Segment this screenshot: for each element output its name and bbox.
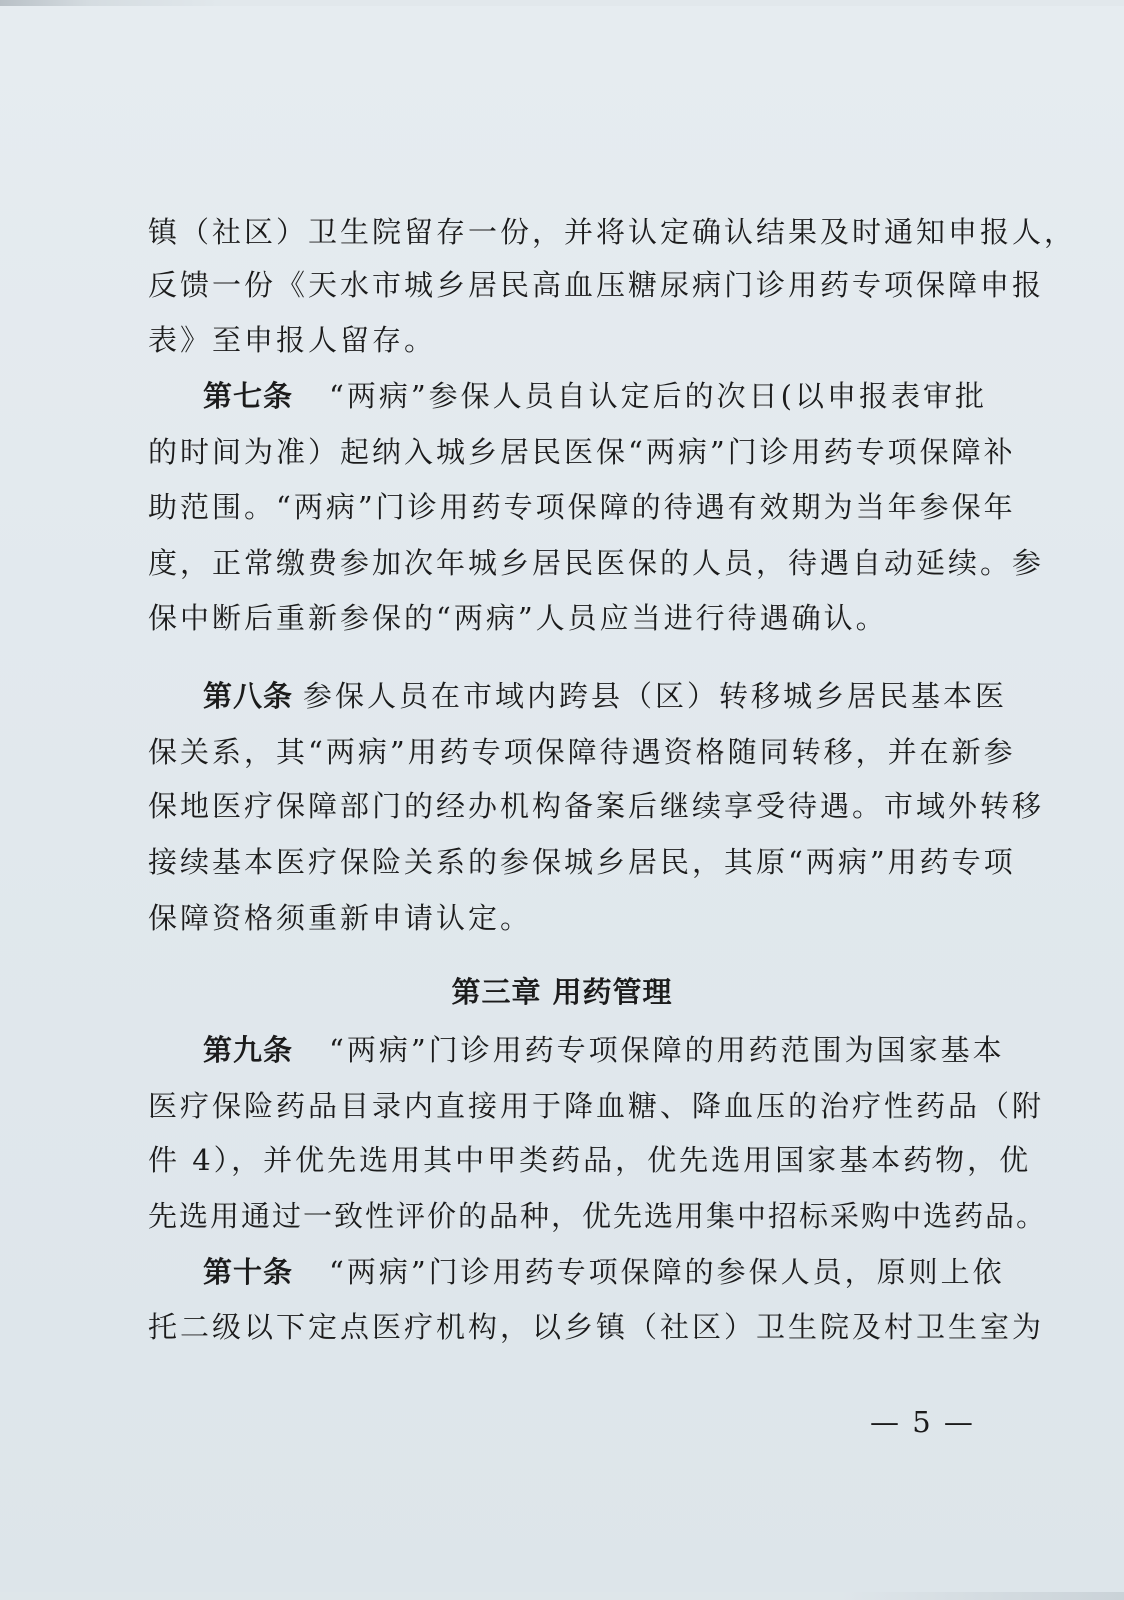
article-9-label: 第九条 [203, 1033, 294, 1067]
text-line: 助范围。“两病”门诊用药专项保障的待遇有效期为当年参保年 [148, 490, 1016, 524]
chapter-heading: 第三章 用药管理 [451, 975, 673, 1009]
text-line: 托二级以下定点医疗机构，以乡镇（社区）卫生院及村卫生室为 [148, 1310, 1045, 1344]
article-8-label: 第八条 [203, 679, 294, 713]
article-8-first-line [203, 676, 1033, 716]
article-10-label: 第十条 [203, 1255, 294, 1289]
text-line: 保障资格须重新申请认定。 [148, 901, 533, 935]
article-10-first-line [203, 1252, 1033, 1292]
text-line: 件 4），并优先选用其中甲类药品，优先选用国家基本药物，优 [148, 1143, 1032, 1177]
text-line: 镇（社区）卫生院留存一份，并将认定确认结果及时通知申报人， [148, 215, 1077, 249]
text-line: 保地医疗保障部门的经办机构备案后继续享受待遇。市域外转移 [148, 789, 1045, 823]
page-number: — 5 — [870, 1405, 975, 1439]
text-line: 的时间为准）起纳入城乡居民医保“两病”门诊用药专项保障补 [148, 435, 1016, 469]
article-10-text: “两病”门诊用药专项保障的参保人员，原则上依 [329, 1255, 1005, 1289]
article-7-first-line [203, 376, 1033, 416]
text-line: 保中断后重新参保的“两病”人员应当进行待遇确认。 [148, 601, 888, 635]
text-line: 反馈一份《天水市城乡居民高血压糖尿病门诊用药专项保障申报 [148, 268, 1045, 302]
text-line: 医疗保险药品目录内直接用于降血糖、降血压的治疗性药品（附 [148, 1089, 1045, 1123]
article-9-text: “两病”门诊用药专项保障的用药范围为国家基本 [329, 1033, 1005, 1067]
text-line: 保关系，其“两病”用药专项保障待遇资格随同转移，并在新参 [148, 735, 1016, 769]
article-9-first-line [203, 1030, 1033, 1070]
scan-edge-top [0, 0, 1124, 6]
text-line: 表》至申报人留存。 [148, 323, 437, 357]
article-7-text: “两病”参保人员自认定后的次日(以申报表审批 [329, 379, 987, 413]
scan-edge-bottom [0, 1592, 1124, 1600]
text-line: 先选用通过一致性评价的品种，优先选用集中招标采购中选药品。 [148, 1199, 1048, 1233]
text-line: 接续基本医疗保险关系的参保城乡居民，其原“两病”用药专项 [148, 845, 1016, 879]
text-line: 度，正常缴费参加次年城乡居民医保的人员，待遇自动延续。参 [148, 546, 1045, 580]
article-7-label: 第七条 [203, 379, 294, 413]
article-8-text: 参保人员在市域内跨县（区）转移城乡居民基本医 [303, 679, 1008, 713]
